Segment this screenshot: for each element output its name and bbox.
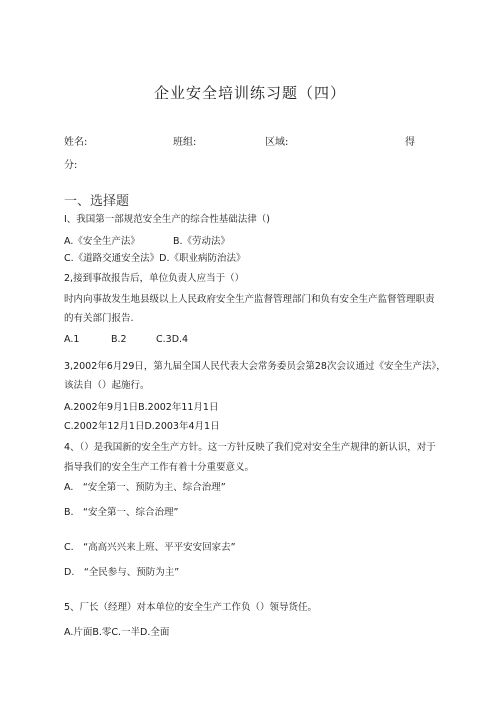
question-2-line-2: 时内向事故发生地县级以上人民政府安全生产监督管理部门和负有安全生产监督管理职责 — [64, 294, 435, 305]
info-row — [64, 133, 420, 149]
q3-option-ab: A.2002年9月1日B.2002年11月1日 — [64, 402, 219, 413]
q2-option-cd: C.3D.4 — [156, 334, 189, 345]
question-4-line-2: 指导我们的安全生产工作有着十分重要意义。 — [64, 462, 255, 473]
q3-option-cd: C.2002年12月1日D.2003年4月1日 — [64, 421, 220, 432]
q1-option-b: B.《劳动法》 — [173, 236, 231, 247]
question-5-text: 5、厂长（经理）对本单位的安全生产工作负（）领导货任。 — [64, 602, 318, 613]
question-3-line-2: 该法自（）起施行。 — [64, 380, 150, 391]
document-title: 企业安全培训练习题（四） — [153, 84, 346, 102]
question-1-options-ab — [64, 235, 424, 249]
class-label: 班组: — [173, 137, 197, 148]
question-1-text: I、我国第一部规范安全生产的综合性基础法律（) — [64, 214, 271, 225]
question-2-line-1: 2,接到事故报告后，单位负责人应当于（） — [64, 273, 245, 284]
q2-option-b: B.2 — [111, 334, 127, 345]
question-4-line-1: 4、（）是我国新的安全生产方针。这一方针反映了我们党对安全生产规律的新认识，对于 — [64, 442, 436, 453]
q4-option-b: B. “安全第一、综合治理” — [64, 507, 179, 518]
score-label-part2: 分: — [64, 160, 78, 171]
question-2-options — [64, 333, 264, 347]
score-label-part1: 得 — [405, 137, 415, 148]
q4-option-d: D. “全民参与、预防为主” — [64, 567, 180, 578]
name-label: 姓名: — [64, 137, 88, 148]
q1-option-cd: C.《道路交通安全法》D.《职业病防治法》 — [64, 253, 246, 264]
section-heading: 一、选择题 — [64, 194, 130, 209]
q2-option-a: A.1 — [64, 334, 80, 345]
area-label: 区域: — [265, 137, 289, 148]
q1-option-a: A.《安全生产法》 — [64, 236, 140, 247]
q4-option-a: A. “安全第一、预防为主、综合治理” — [64, 482, 226, 493]
question-2-line-3: 的有关部门报告. — [64, 313, 134, 324]
q4-option-c: C. “高高兴兴来上班、平平安安回家去” — [64, 542, 236, 553]
question-3-line-1: 3,2002年6月29日，第九届全国人民代表大会常务委员会第28次会议通过《安全生产法》， — [64, 361, 446, 372]
q5-options: A.片面B.零C.一半D.全面 — [64, 627, 170, 638]
